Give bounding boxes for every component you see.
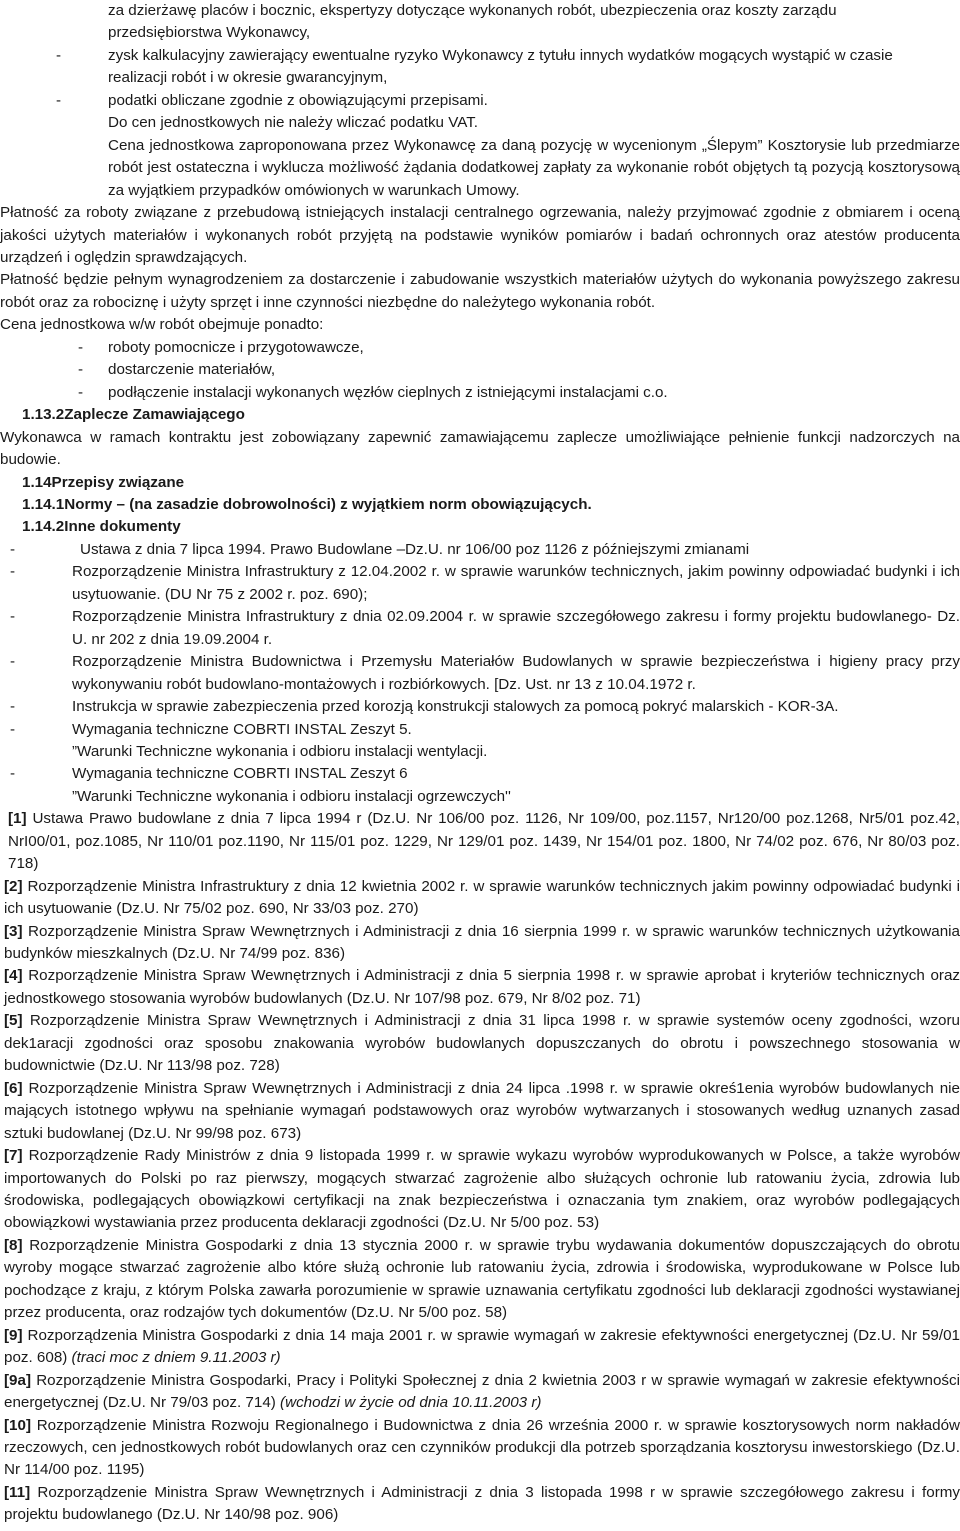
document-item bbox=[10, 696, 960, 718]
list-item bbox=[56, 90, 960, 112]
subsection-heading: 1.14.1Normy – (na zasadzie dobrowolności) z wyjątkiem norm obowiązujących. bbox=[22, 495, 592, 513]
documents-list bbox=[0, 539, 960, 808]
reference-text: Rozporządzenia Ministra Gospodarki z dnia 14 maja 2001 r. w sprawie wymagań w zakresie efektywności energetycznej (Dz.U. Nr 59/01 poz. 608) bbox=[4, 1326, 960, 1367]
document-text: Rozporządzenie Ministra Budownictwa i Przemysłu Materiałów Budowlanych w sprawie bezpieczeństwa i higieny pracy przy wykonywaniu robót budowlano-montażowych i rozbiórkowych. [Dz. Ust. nr 13 z 10.04.1972 r. bbox=[72, 653, 960, 693]
unit-price-paragraph: Cena jednostkowa zaproponowana przez Wykonawcę za daną pozycję w wycenionym „Ślepym” Kosztorysie lub przedmiarze robót jest ostateczna i wyklucza możliwość żądania dodatkowej zapłaty za wykonanie robót objętych tą pozycją kosztorysową za wyjątkiem przypadków omówionych w warunkach Umowy. bbox=[108, 136, 960, 199]
text-line: realizacji robót i w okresie gwarancyjnym, bbox=[108, 69, 388, 87]
list-item-text: roboty pomocnicze i przygotowawcze, bbox=[108, 338, 364, 356]
list-dash: - bbox=[10, 540, 16, 558]
reference-item bbox=[4, 1078, 960, 1145]
list-item-text: dostarczenie materiałów, bbox=[108, 361, 276, 379]
reference-tag: [10] bbox=[4, 1416, 32, 1434]
document-item bbox=[10, 719, 960, 764]
reference-text: Rozporządzenie Ministra Rozwoju Regionalnego i Budownictwa z dnia 26 września 2000 r. w sprawie kosztorysowych norm nakładów rzeczowych, cen jednostkowych robót budowlanych oraz cen czynników produkcji dla potrzeb sporządzania kosztorysu inwestorskiego (Dz.U. Nr 114/00 poz. 1195) bbox=[4, 1416, 960, 1479]
section-1-14 bbox=[0, 472, 960, 809]
list-dash: - bbox=[10, 653, 16, 671]
reference-text: Rozporządzenie Ministra Spraw Wewnętrznych i Administracji z dnia 31 lipca 1998 r. w sprawie systemów oceny zgodności, wzoru dek1aracji zgodności oraz sposobu znakowania wyrobów budowlanych dopuszczanych do obrotu i powszechnego stosowania w budownictwie (Dz.U. Nr 113/98 poz. 728) bbox=[4, 1012, 960, 1075]
document-text: Wymagania techniczne COBRTI INSTAL Zeszyt 5. bbox=[72, 720, 412, 738]
reference-tag: [3] bbox=[4, 922, 23, 940]
reference-item bbox=[4, 876, 960, 921]
reference-text: Rozporządzenie Ministra Infrastruktury z dnia 12 kwietnia 2002 r. w sprawie warunków technicznych jakim powinny odpowiadać budynki i ich usytuowanie (Dz.U. Nr 75/02 poz. 690, Nr 33/03 poz. 270) bbox=[4, 877, 960, 918]
text-line: przedsiębiorstwa Wykonawcy, bbox=[108, 24, 311, 42]
list-dash: - bbox=[78, 361, 84, 379]
reference-tag: [8] bbox=[4, 1236, 23, 1254]
payment-list bbox=[0, 337, 960, 404]
payment-paragraph: Płatność będzie pełnym wynagrodzeniem za dostarczenie i zabudowanie wszystkich materiałów użytych do wykonania powyższego zakresu robót oraz za robociznę i użyty sprzęt i inne czynności niezbędne do należytego wykonania robót. bbox=[0, 271, 960, 311]
reference-tag: [11] bbox=[4, 1483, 31, 1501]
reference-tag: [9a] bbox=[4, 1371, 32, 1389]
reference-text: Rozporządzenie Ministra Gospodarki z dnia 13 stycznia 2000 r. w sprawie trybu wydawania dokumentów dopuszczających do obrotu wyroby mogące stwarzać zagrożenie albo które służą ochronie lub ratowaniu życia, zdrowia i środowiska, wyprodukowane w Polsce lub pochodzące z kraju, z którym Polska zawarła porozumienie w sprawie uznawania certyfikatu zgodności lub deklaracji zgodności wystawianej przez producenta, oraz rodzajów tych dokumentów (Dz.U. Nr 5/00 poz. 58) bbox=[4, 1236, 960, 1322]
document-text: ”Warunki Techniczne wykonania i odbioru instalacji wentylacji. bbox=[72, 742, 488, 760]
payment-paragraph: Cena jednostkowa w/w robót obejmuje ponadto: bbox=[0, 316, 324, 334]
reference-tag: [5] bbox=[4, 1012, 23, 1030]
reference-tag: [7] bbox=[4, 1147, 23, 1165]
reference-text: Rozporządzenie Ministra Spraw Wewnętrznych i Administracji z dnia 16 sierpnia 1999 r. w sprawic warunków technicznych użytkowania budynków mieszkalnych (Dz.U. Nr 74/99 poz. 836) bbox=[4, 922, 960, 963]
reference-tag: [4] bbox=[4, 967, 23, 985]
document-item bbox=[10, 561, 960, 606]
list-item-text: zysk kalkulacyjny zawierający ewentualne ryzyko Wykonawcy z tytułu innych wydatków mogących wystąpić w czasie bbox=[108, 46, 893, 64]
cost-components-block bbox=[0, 0, 960, 202]
payment-block bbox=[0, 202, 960, 404]
document-text: Rozporządzenie Ministra Infrastruktury z 12.04.2002 r. w sprawie warunków technicznych, jakim powinny odpowiadać budynki i ich usytuowanie. (DU Nr 75 z 2002 r. poz. 690); bbox=[72, 563, 960, 603]
document-item bbox=[10, 606, 960, 651]
list-dash: - bbox=[78, 338, 84, 356]
list-dash: - bbox=[10, 563, 16, 581]
list-item-text: podłączenie instalacji wykonanych węzłów cieplnych z istniejącymi instalacjami c.o. bbox=[108, 383, 668, 401]
reference-text: Rozporządzenie Rady Ministrów z dnia 9 listopada 1999 r. w sprawie wykazu wyrobów wyprodukowanych w Polsce, a także wyrobów importowanych do Polski po raz pierwszy, mogących stwarzać zagrożenie albo służących ochronie lub ratowaniu życia, zdrowia lub środowiska, podlegających obowiązkowi certyfikacji na znak bezpieczeństwa i oznaczania tym znakiem, oraz wyrobów podlegających obowiązkowi wystawiania przez producenta deklaracji zgodności (Dz.U. Nr 5/00 poz. 53) bbox=[4, 1147, 960, 1232]
vat-note: Do cen jednostkowych nie należy wliczać podatku VAT. bbox=[108, 114, 479, 132]
reference-item bbox=[4, 1482, 960, 1527]
list-dash: - bbox=[56, 91, 62, 109]
text-line: za dzierżawę placów i bocznic, ekspertyzy dotyczące wykonanych robót, ubezpieczenia oraz koszty zarządu bbox=[108, 2, 837, 19]
reference-item bbox=[4, 921, 960, 966]
payment-paragraph: Płatność za roboty związane z przebudową istniejących instalacji centralnego ogrzewania, należy przyjmować zgodnie z obmiarem i oceną jakości użytych materiałów i wykonanych robót przyjętą na podstawie wyników pomiarów i badań ochronnych oraz atestów producenta urządzeń i oględzin sprawdzających. bbox=[0, 204, 960, 266]
list-dash: - bbox=[78, 383, 84, 401]
list-item bbox=[56, 45, 960, 67]
reference-item bbox=[4, 1415, 960, 1482]
reference-note: (wchodzi w życie od dnia 10.11.2003 r) bbox=[280, 1394, 542, 1412]
reference-note: (traci moc z dniem 9.11.2003 r) bbox=[71, 1349, 281, 1367]
reference-tag: [2] bbox=[4, 877, 23, 895]
reference-text: Rozporządzenie Ministra Spraw Wewnętrznych i Administracji z dnia 24 lipca .1998 r. w sprawie okreś1enia wyrobów budowlanych nie mających istotnego wpływu na spełnianie wymagań podstawowych oraz wyrobów wytwarzanych i stosowanych według uznanych zasad sztuki budowlanej (Dz.U. Nr 99/98 poz. 673) bbox=[4, 1079, 960, 1142]
section-paragraph: Wykonawca w ramach kontraktu jest zobowiązany zapewnić zamawiającemu zaplecze umożliwiające pełnienie funkcji nadzorczych na budowie. bbox=[0, 428, 960, 469]
reference-tag: [9] bbox=[4, 1326, 23, 1344]
document-item bbox=[10, 651, 960, 696]
reference-tag: [6] bbox=[4, 1079, 23, 1097]
reference-item bbox=[4, 1145, 960, 1235]
section-heading: 1.13.2Zaplecze Zamawiającego bbox=[22, 406, 245, 424]
list-item-text: podatki obliczane zgodnie z obowiązującymi przepisami. bbox=[108, 91, 488, 109]
reference-text: Rozporządzenie Ministra Spraw Wewnętrznych i Administracji z dnia 3 listopada 1998 r w sprawie szczegółowego zakresu i formy projektu budowlanego (Dz.U. Nr 140/98 poz. 906) bbox=[4, 1483, 960, 1524]
document-text: Ustawa z dnia 7 lipca 1994. Prawo Budowlane –Dz.U. nr 106/00 poz 1126 z późniejszymi zmianami bbox=[80, 540, 750, 558]
references-list bbox=[0, 808, 960, 1527]
list-dash: - bbox=[56, 46, 62, 64]
document-text: Rozporządzenie Ministra Infrastruktury z dnia 02.09.2004 r. w sprawie szczegółowego zakresu i formy projektu budowlanego- Dz. U. nr 202 z dnia 19.09.2004 r. bbox=[72, 608, 960, 648]
reference-item bbox=[4, 1325, 960, 1370]
section-1-13 bbox=[0, 404, 960, 471]
reference-item bbox=[4, 1370, 960, 1415]
reference-item bbox=[4, 1010, 960, 1077]
document-item bbox=[10, 539, 960, 561]
section-heading: 1.14Przepisy związane bbox=[22, 473, 185, 491]
reference-item bbox=[4, 965, 960, 1010]
list-dash: - bbox=[10, 720, 16, 738]
subsection-heading: 1.14.2Inne dokumenty bbox=[22, 518, 181, 536]
list-dash: - bbox=[10, 608, 16, 626]
reference-text: Rozporządzenie Ministra Spraw Wewnętrznych i Administracji z dnia 5 sierpnia 1998 r. w sprawie aprobat i kryteriów technicznych oraz jednostkowego stosowania wyrobów budowlanych (Dz.U. Nr 107/98 poz. 679, Nr 8/02 poz. 71) bbox=[4, 967, 960, 1007]
list-item bbox=[78, 359, 960, 381]
list-dash: - bbox=[10, 765, 16, 783]
document-text: Wymagania techniczne COBRTI INSTAL Zeszyt 6 bbox=[72, 765, 408, 783]
reference-tag: [1] bbox=[8, 810, 27, 828]
list-dash: - bbox=[10, 698, 16, 716]
reference-text: Rozporządzenie Ministra Gospodarki, Pracy i Polityki Społecznej z dnia 2 kwietnia 2003 r w sprawie wymagań w zakresie efektywności energetycznej (Dz.U. Nr 79/03 poz. 714) bbox=[4, 1371, 960, 1412]
reference-item bbox=[4, 808, 960, 875]
reference-item bbox=[4, 1235, 960, 1325]
reference-text: Ustawa Prawo budowlane z dnia 7 lipca 1994 r (Dz.U. Nr 106/00 poz. 1126, Nr 109/00, poz.1157, Nr120/00 poz.1268, Nr5/01 poz.42, NrI00/01, poz.1085, Nr 110/01 poz.1190, Nr 115/01 poz. 1229, Nr 129/01 poz. 1439, Nr 154/01 poz. 1800, Nr 74/02 poz. 676, Nr 80/03 poz. 718) bbox=[8, 810, 960, 873]
document-text: ”Warunki Techniczne wykonania i odbioru instalacji ogrzewczych'' bbox=[72, 787, 511, 805]
list-item bbox=[78, 382, 960, 404]
document-text: Instrukcja w sprawie zabezpieczenia przed korozją konstrukcji stalowych za pomocą pokryć malarskich - KOR-3A. bbox=[72, 698, 839, 716]
document-item bbox=[10, 763, 960, 808]
list-item bbox=[78, 337, 960, 359]
